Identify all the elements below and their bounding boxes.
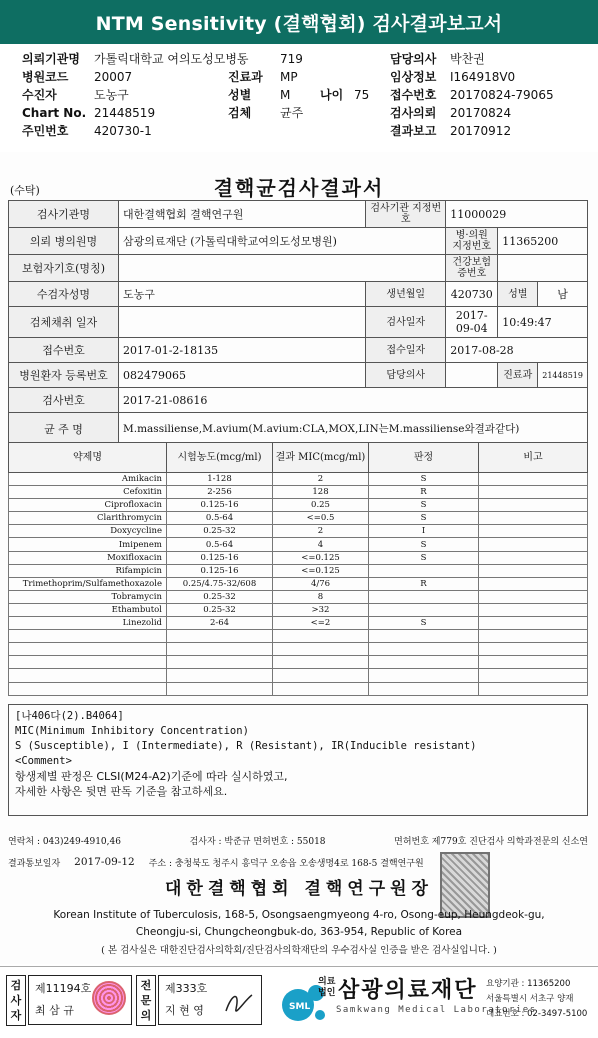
table-row: [9, 551, 588, 564]
header-value: I164918V0: [450, 70, 516, 84]
drug-interp: S: [369, 499, 479, 512]
header-value: 20170824-79065: [450, 88, 554, 102]
drug-name: Cefoxitin: [9, 486, 167, 499]
report-banner: NTM Sensitivity (결핵협회) 검사결과보고서: [0, 0, 598, 44]
table-row: [9, 590, 588, 603]
drug-name: Amikacin: [9, 473, 167, 486]
specialist-license: 제333호: [165, 982, 208, 995]
table-row: [9, 486, 588, 499]
certification-note: ( 본 검사실은 대한진단검사의학회/진단검사의학재단의 우수검사실 인증을 받은 검사실입니다. ): [101, 945, 497, 956]
table-row: [9, 630, 588, 643]
drug-note: [479, 525, 588, 538]
header-label: 의뢰기관명: [22, 52, 80, 66]
drug-mic: <=2: [273, 617, 369, 630]
table-row: [9, 564, 588, 577]
age-label: 나이: [320, 88, 344, 102]
inst-no-value: 11000029: [446, 201, 588, 228]
header-label: 수진자: [22, 88, 57, 102]
drug-mic: [273, 643, 369, 656]
sex-value: 남: [538, 282, 588, 307]
recvdate-value: 2017-08-28: [446, 338, 588, 363]
drug-note: [479, 551, 588, 564]
drug-interp: [369, 564, 479, 577]
org-prefix-part: 법인: [318, 988, 336, 998]
header-value: 20170824: [450, 106, 512, 120]
org-prefix-part: 의료: [318, 977, 336, 987]
header-label: 검사의뢰: [390, 106, 437, 120]
sex-age-group: [228, 86, 390, 104]
testdate-label: 검사일자: [366, 307, 446, 338]
drug-conc: 0.125-16: [167, 564, 273, 577]
header-label: 접수번호: [390, 88, 437, 102]
testtime-value: 10:49:47: [498, 307, 588, 338]
consignment-tag: (수탁): [10, 184, 40, 197]
drug-susceptibility-table: [8, 442, 588, 696]
drug-name: Moxifloxacin: [9, 551, 167, 564]
report-date-label: 결과통보일자: [8, 859, 61, 869]
drug-mic: [273, 656, 369, 669]
testdate-value: 2017-09-04: [446, 307, 498, 338]
testno-value: 2017-21-08616: [119, 388, 588, 413]
req-no-value: 11365200: [498, 228, 588, 255]
header-value: 도농구: [94, 88, 129, 102]
header-value: 가톨릭대학교 여의도성모병동: [94, 52, 249, 66]
drug-mic: <=0.5: [273, 512, 369, 525]
header-label: 성별: [228, 88, 252, 102]
sml-logo-text: SML: [289, 1002, 311, 1012]
drug-name: Linezolid: [9, 617, 167, 630]
recv-value: 2017-01-2-18135: [119, 338, 366, 363]
table-row: [9, 682, 588, 695]
drug-interp: [369, 656, 479, 669]
drug-name: Rifampicin: [9, 564, 167, 577]
drug-mic: 4/76: [273, 577, 369, 590]
org-info-line: 서울특별시 서초구 양재: [486, 994, 574, 1004]
col-interp: 판정: [369, 443, 479, 473]
header-label: 진료과: [228, 70, 263, 84]
health-label: 건강보험 증번호: [446, 255, 498, 282]
table-row: [9, 643, 588, 656]
document-title: 결핵균검사결과서: [213, 176, 385, 200]
drug-interp: [369, 682, 479, 695]
drug-conc: 2-64: [167, 617, 273, 630]
table-row: [9, 577, 588, 590]
ins-label: 보험자기호(명칭): [9, 255, 119, 282]
drug-note: [479, 643, 588, 656]
drug-name: Clarithromycin: [9, 512, 167, 525]
drug-name: [9, 643, 167, 656]
org-label: 균 주 명: [9, 413, 119, 445]
health-value: [498, 255, 588, 282]
scanned-report: [0, 152, 598, 964]
table-row: [9, 669, 588, 682]
drug-note: [479, 603, 588, 616]
tester-stamp: [92, 981, 126, 1015]
drug-note: [479, 669, 588, 682]
col-conc: 시험농도(mcg/ml): [167, 443, 273, 473]
drug-conc: 0.5-64: [167, 512, 273, 525]
drug-interp: I: [369, 525, 479, 538]
name-label: 수검자성명: [9, 282, 119, 307]
req-value: 삼광의료재단 (가톨릭대학교여의도성모병원): [119, 228, 446, 255]
drug-mic: 128: [273, 486, 369, 499]
drug-interp: [369, 643, 479, 656]
org-info-line: 대표번호 : 02-3497-5100: [486, 1009, 588, 1019]
table-row: [9, 473, 588, 486]
drug-note: [479, 590, 588, 603]
drug-conc: 0.25/4.75-32/608: [167, 577, 273, 590]
header-value: MP: [280, 70, 298, 84]
drug-interp: S: [369, 538, 479, 551]
drug-mic: [273, 630, 369, 643]
header-row: [22, 104, 598, 122]
reg-label: 병원환자 등록번호: [9, 363, 119, 388]
drug-mic: <=0.125: [273, 551, 369, 564]
table-row: [9, 499, 588, 512]
header-row: [22, 50, 598, 68]
col-drug: 약제명: [9, 443, 167, 473]
org-info: [486, 977, 587, 1022]
inst-label: 검사기관명: [9, 201, 119, 228]
drug-conc: 0.25-32: [167, 603, 273, 616]
header-row: [22, 68, 598, 86]
drug-conc: 0.5-64: [167, 538, 273, 551]
drug-mic: 2: [273, 473, 369, 486]
drug-conc: [167, 682, 273, 695]
drug-note: [479, 577, 588, 590]
header-label: 결과보고: [390, 124, 437, 138]
drug-conc: [167, 630, 273, 643]
drug-name: Ciprofloxacin: [9, 499, 167, 512]
doctor-value: [446, 363, 498, 388]
drug-name: [9, 682, 167, 695]
drug-conc: 0.25-32: [167, 525, 273, 538]
drug-conc: 0.125-16: [167, 499, 273, 512]
org-name: 삼광의료재단: [338, 978, 478, 1003]
org-value: M.massiliense,M.avium(M.avium:CLA,MOX,LIN는M.massiliense와결과같다): [119, 413, 588, 445]
drug-interp: [369, 603, 479, 616]
header-label: 임상정보: [390, 70, 437, 84]
age-value: 75: [354, 88, 370, 102]
drug-note: [479, 473, 588, 486]
address-kr: 주소 : 충청북도 청주시 흥덕구 오송읍 오송생명4로 168-5 결핵연구원: [148, 859, 424, 869]
drug-conc: 1-128: [167, 473, 273, 486]
header-label: 검체: [228, 106, 252, 120]
inst-no-label: 검사기관 지정번호: [366, 201, 446, 228]
drug-interp: S: [369, 551, 479, 564]
comment-line: <Comment>: [15, 755, 72, 767]
signature-bar: [0, 966, 598, 1038]
col-note: 비고: [479, 443, 588, 473]
specialist-signature: [222, 989, 258, 1019]
ins-value: [119, 255, 446, 282]
report-date: 2017-09-12: [74, 856, 135, 868]
comment-box: [8, 704, 588, 816]
drug-note: [479, 617, 588, 630]
org-prefix: [318, 977, 335, 999]
drug-mic: 0.25: [273, 499, 369, 512]
drug-conc: [167, 669, 273, 682]
tester-license: 제11194호: [35, 982, 92, 995]
comment-line: S (Susceptible), I (Intermediate), R (Resistant), IR(Inducible resistant): [15, 740, 477, 752]
header-label: 주민번호: [22, 124, 69, 138]
org-name-en: Samkwang Medical Laboratories: [336, 1005, 537, 1015]
collect-label: 검체채취 일자: [9, 307, 119, 338]
drug-name: Trimethoprim/Sulfamethoxazole: [9, 577, 167, 590]
drug-note: [479, 564, 588, 577]
drug-name: [9, 656, 167, 669]
comment-line: MIC(Minimum Inhibitory Concentration): [15, 725, 249, 737]
col-mic: 결과 MIC(mcg/ml): [273, 443, 369, 473]
drug-note: [479, 656, 588, 669]
dob-value: 420730: [446, 282, 498, 307]
drug-mic: 2: [273, 525, 369, 538]
drug-note: [479, 512, 588, 525]
drug-interp: [369, 669, 479, 682]
patient-info-table: [8, 200, 588, 445]
recvdate-label: 접수일자: [366, 338, 446, 363]
inst-value: 대한결핵협회 결핵연구원: [119, 201, 366, 228]
dob-label: 생년월일: [366, 282, 446, 307]
drug-note: [479, 538, 588, 551]
address-en-line: Korean Institute of Tuberculosis, 168-5, Osongsaengmyeong 4-ro, Osong-eup, Heungdeok-gu,: [53, 909, 545, 921]
testno-label: 검사번호: [9, 388, 119, 413]
drug-mic: >32: [273, 603, 369, 616]
reg-value: 082479065: [119, 363, 366, 388]
drug-name: Imipenem: [9, 538, 167, 551]
table-row: [9, 538, 588, 551]
header-value: [280, 122, 390, 140]
drug-mic: <=0.125: [273, 564, 369, 577]
drug-note: [479, 630, 588, 643]
doctor-label: 담당의사: [366, 363, 446, 388]
header-label: Chart No.: [22, 106, 87, 120]
drug-conc: 0.125-16: [167, 551, 273, 564]
drug-name: Doxycycline: [9, 525, 167, 538]
header-value: 719: [280, 52, 303, 66]
table-row: [9, 525, 588, 538]
header-value: M: [280, 88, 291, 102]
drug-mic: 8: [273, 590, 369, 603]
drug-mic: [273, 682, 369, 695]
header-value: 420730-1: [94, 124, 152, 138]
header-value: 박찬권: [450, 52, 485, 66]
drug-note: [479, 682, 588, 695]
dept-value: 21448519: [538, 363, 588, 388]
header-label: 담당의사: [390, 52, 437, 66]
drug-interp: [369, 630, 479, 643]
header-label: [228, 122, 280, 140]
header-row: [22, 86, 598, 104]
address-en-line: Cheongju-si, Chungcheongbuk-do, 363-954, Republic of Korea: [135, 926, 463, 938]
specialist-vertical-label: 전문의: [136, 975, 156, 1026]
drug-name: [9, 630, 167, 643]
specialist: 면허번호 제779호 진단검사 의학과전문의 신소연: [394, 837, 588, 847]
drug-interp: R: [369, 486, 479, 499]
drug-conc: [167, 656, 273, 669]
org-info-line: 요양기관 : 11365200: [486, 979, 571, 989]
header-label: [228, 50, 280, 68]
drug-note: [479, 486, 588, 499]
drug-interp: [369, 590, 479, 603]
report-header: [22, 50, 598, 140]
drug-name: Ethambutol: [9, 603, 167, 616]
header-value: 균주: [280, 106, 304, 120]
drug-name: Tobramycin: [9, 590, 167, 603]
report-footer: [8, 834, 588, 869]
contact: 연락처 : 043)249-4910,46: [8, 837, 121, 847]
req-no-label: 병·의원 지정번호: [446, 228, 498, 255]
drug-interp: R: [369, 577, 479, 590]
req-label: 의뢰 병의원명: [9, 228, 119, 255]
comment-line: 자세한 사항은 뒷면 판독 기준을 참고하세요.: [15, 785, 228, 798]
drug-note: [479, 499, 588, 512]
header-value: 21448519: [94, 106, 156, 120]
name-value: 도농구: [119, 282, 366, 307]
table-row: [9, 617, 588, 630]
drug-mic: 4: [273, 538, 369, 551]
drug-interp: S: [369, 473, 479, 486]
drug-interp: S: [369, 617, 479, 630]
tester: 검사자 : 박준규 면허번호 : 55018: [189, 837, 326, 847]
header-row: [22, 122, 598, 140]
institute-name: 대한결핵협회 결핵연구원장: [165, 879, 433, 899]
drug-name: [9, 669, 167, 682]
header-value: 20170912: [450, 124, 512, 138]
table-row: [9, 512, 588, 525]
header-value: 20007: [94, 70, 133, 84]
comment-code: [나406다(2).B4064]: [15, 710, 124, 722]
header-label: 병원코드: [22, 70, 69, 84]
table-row: [9, 603, 588, 616]
specialist-name: 지 현 영: [165, 1004, 204, 1017]
recv-label: 접수번호: [9, 338, 119, 363]
drug-mic: [273, 669, 369, 682]
drug-conc: 2-256: [167, 486, 273, 499]
tester-name: 최 삼 규: [35, 1004, 74, 1017]
address-en: [0, 907, 598, 941]
drug-conc: 0.25-32: [167, 590, 273, 603]
drug-conc: [167, 643, 273, 656]
sex-label: 성별: [498, 282, 538, 307]
table-row: [9, 656, 588, 669]
drug-interp: S: [369, 512, 479, 525]
comment-line: 항생제별 판정은 CLSI(M24-A2)기준에 따라 실시하였고,: [15, 770, 288, 783]
collect-value: [119, 307, 366, 338]
tester-vertical-label: 검사자: [6, 975, 26, 1026]
dept-label: 진료과: [498, 363, 538, 388]
